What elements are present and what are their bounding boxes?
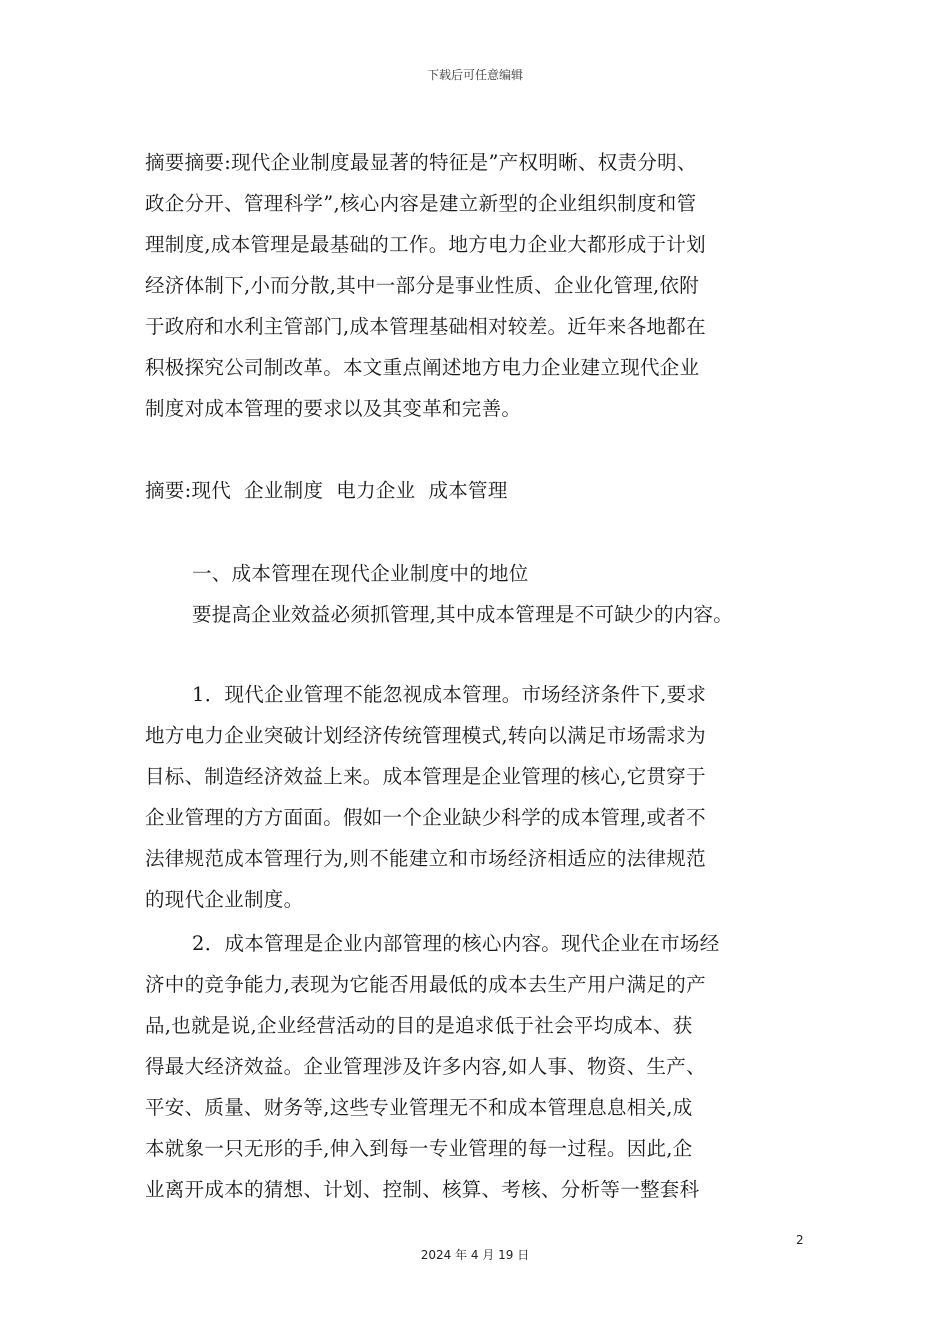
abstract-line: 理制度,成本管理是最基础的工作。地方电力企业大都形成于计划 — [145, 233, 706, 256]
paragraph-line: 品,也就是说,企业经营活动的目的是追求低于社会平均成本、获 — [145, 1014, 693, 1037]
keywords-line — [145, 470, 810, 511]
abstract-line: 积极探究公司制改革。本文重点阐述地方电力企业建立现代企业 — [145, 356, 700, 379]
abstract-line: 摘要摘要:现代企业制度最显著的特征是”产权明晰、权责分明、 — [145, 151, 697, 174]
abstract-line: 制度对成本管理的要求以及其变革和完善。 — [145, 397, 522, 420]
paragraph-line: 的现代企业制度。 — [145, 888, 304, 911]
paragraph-1 — [145, 674, 810, 920]
paragraph-line: 业离开成本的猜想、计划、控制、核算、考核、分析等一整套科 — [145, 1178, 700, 1201]
paragraph-line: 目标、制造经济效益上来。成本管理是企业管理的核心,它贯穿于 — [145, 765, 706, 788]
paragraph-line: 法律规范成本管理行为,则不能建立和市场经济相适应的法律规范 — [145, 847, 706, 870]
abstract-line: 经济体制下,小而分散,其中一部分是事业性质、企业化管理,依附 — [145, 274, 700, 297]
paragraph-line: 1．现代企业管理不能忽视成本管理。市场经济条件下,要求 — [192, 683, 707, 706]
paragraph-line: 得最大经济效益。企业管理涉及许多内容,如人事、物资、生产、 — [145, 1055, 706, 1078]
keywords-text: 摘要:现代 企业制度 电力企业 成本管理 — [145, 479, 508, 502]
abstract-paragraph — [145, 142, 810, 429]
section-intro: 要提高企业效益必须抓管理,其中成本管理是不可缺少的内容。 — [192, 603, 734, 626]
abstract-line: 于政府和水利主管部门,成本管理基础相对较差。近年来各地都在 — [145, 315, 706, 338]
paragraph-2 — [145, 923, 810, 1210]
paragraph-line: 地方电力企业突破计划经济传统管理模式,转向以满足市场需求为 — [145, 724, 706, 747]
abstract-line: 政企分开、管理科学”,核心内容是建立新型的企业组织制度和管 — [145, 192, 697, 215]
paragraph-line: 平安、质量、财务等,这些专业管理无不和成本管理息息相关,成 — [145, 1096, 693, 1119]
page-header: 下载后可任意编辑 — [426, 68, 523, 82]
paragraph-line: 本就象一只无形的手,伸入到每一专业管理的每一过程。因此,企 — [145, 1137, 693, 1160]
page-number: 2 — [796, 1233, 804, 1247]
footer-date: 2024 年 4 月 19 日 — [420, 1248, 530, 1262]
paragraph-line: 济中的竞争能力,表现为它能否用最低的成本去生产用户满足的产 — [145, 973, 706, 996]
section-heading: 一、成本管理在现代企业制度中的地位 — [192, 562, 529, 585]
paragraph-line: 企业管理的方方面面。假如一个企业缺少科学的成本管理,或者不 — [145, 806, 706, 829]
section-1 — [145, 553, 810, 635]
paragraph-line: 2．成本管理是企业内部管理的核心内容。现代企业在市场经 — [192, 932, 720, 955]
